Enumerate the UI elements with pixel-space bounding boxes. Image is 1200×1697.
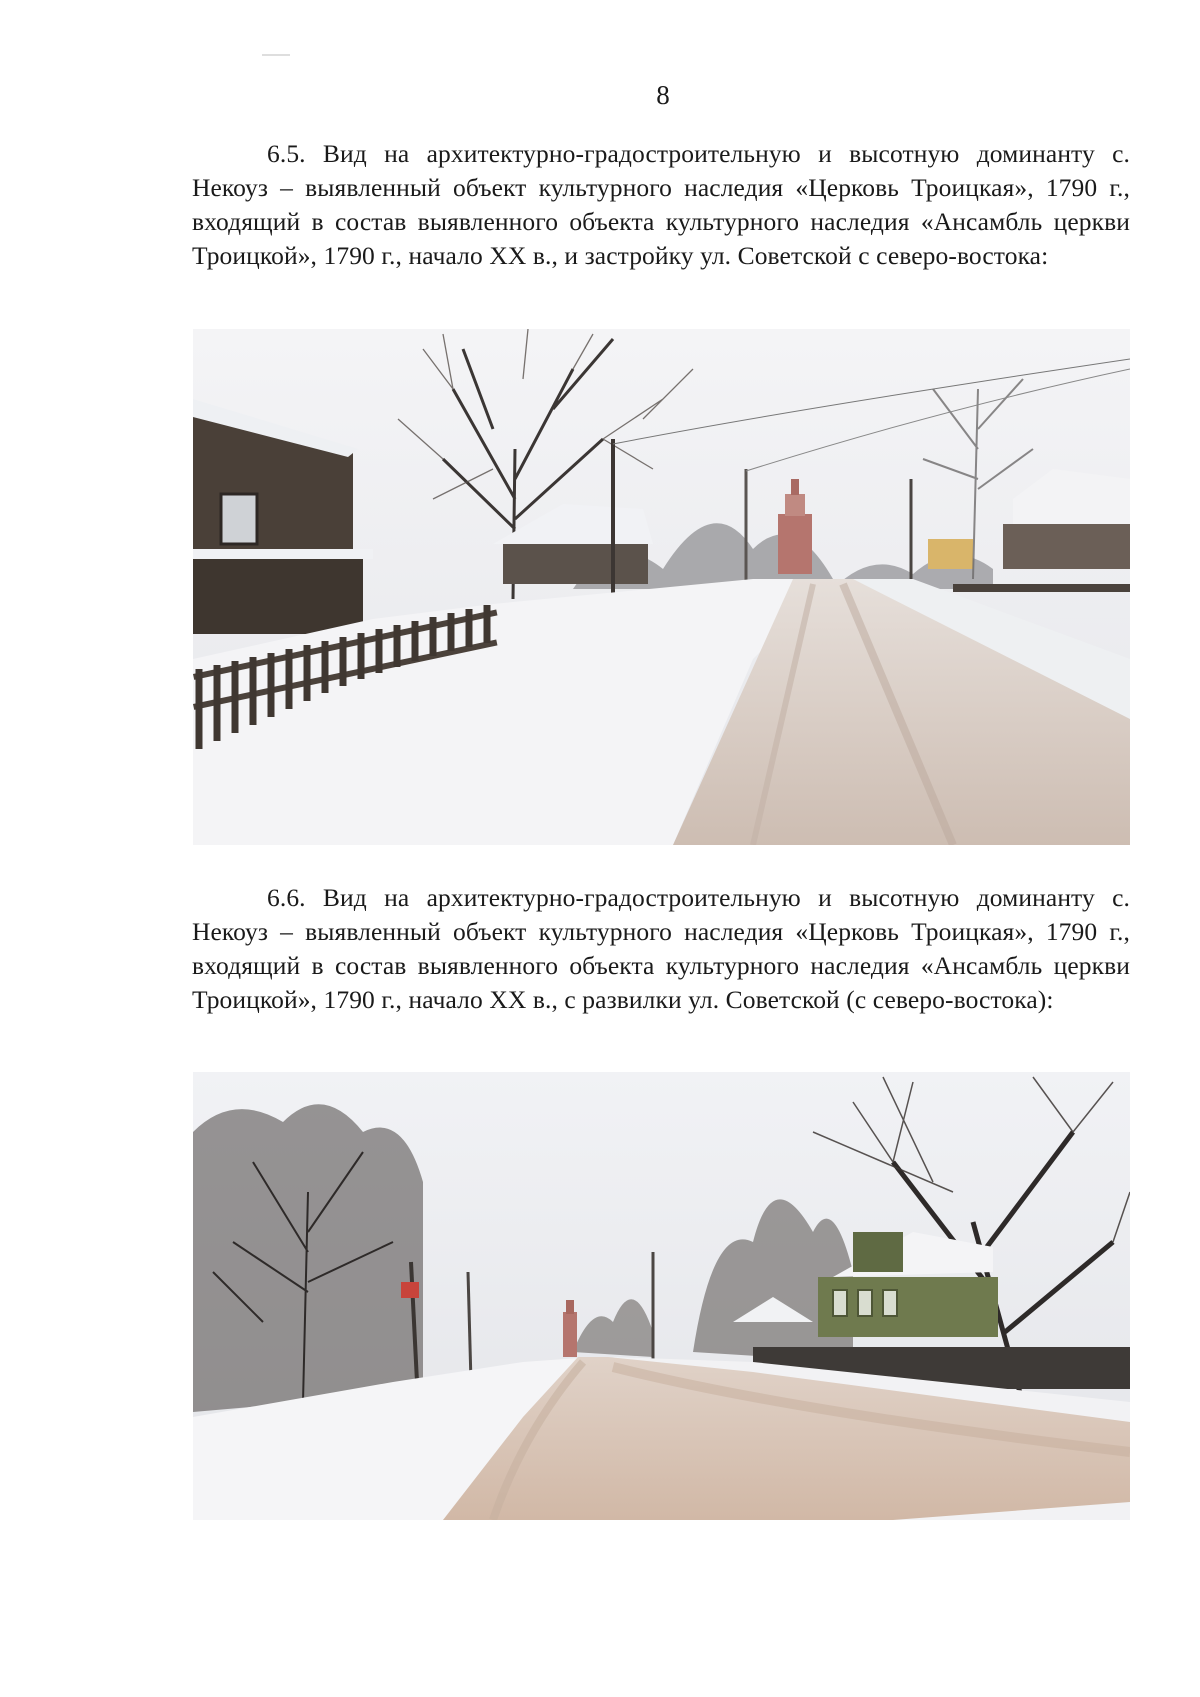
photo-6-6-image xyxy=(193,1072,1130,1520)
scan-artifact xyxy=(262,54,290,56)
paragraph-6-5: 6.5. Вид на архитектурно-градостроительную и высотную доминанту с. Некоуз – выявленный объект культурного наследия «Церковь Троицкая», 1790 г., входящий в состав выявленного объекта культурного наследия «Ансамбль церкви Троицкой», 1790 г., начало XX в., и застройку ул. Советской с северо-востока: xyxy=(192,139,1130,270)
photo-6-5 xyxy=(193,329,1130,845)
photo-6-5-image xyxy=(193,329,1130,845)
photo-6-6 xyxy=(193,1072,1130,1520)
paragraph-6-6: 6.6. Вид на архитектурно-градостроительную и высотную доминанту с. Некоуз – выявленный объект культурного наследия «Церковь Троицкая», 1790 г., входящий в состав выявленного объекта культурного наследия «Ансамбль церкви Троицкой», 1790 г., начало XX в., с развилки ул. Советской (с северо-востока): xyxy=(192,883,1130,1014)
page-number: 8 xyxy=(656,80,670,110)
